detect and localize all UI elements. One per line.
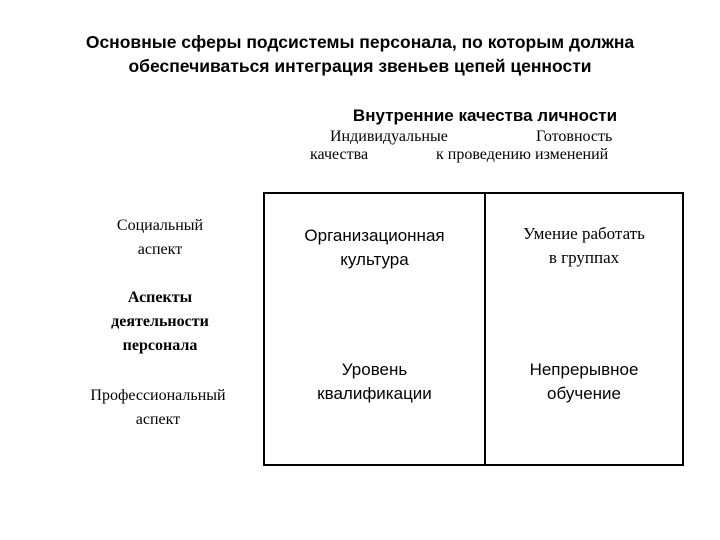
row-professional-label-line-1: Профессиональный bbox=[90, 387, 226, 404]
matrix-grid bbox=[263, 192, 684, 466]
row-group-label-line-3: персонала bbox=[122, 337, 198, 354]
row-group-label bbox=[60, 286, 260, 358]
cell-continuous-learning bbox=[486, 358, 682, 406]
row-social-label-line-1: Социальный bbox=[116, 217, 204, 234]
cell-org-culture-line-2: культура bbox=[340, 250, 409, 269]
column-group-header: Внутренние качества личности bbox=[352, 106, 618, 125]
cell-org-culture-line-1: Организационная bbox=[304, 226, 445, 245]
row-social-label-line-2: аспект bbox=[137, 241, 183, 258]
column-readiness-label-line-2: к проведению изменений bbox=[436, 146, 609, 163]
cell-qualification-line-2: квалификации bbox=[317, 384, 432, 403]
column-individual-label-line-2: качества bbox=[310, 146, 369, 163]
cell-teamwork-line-2: в группах bbox=[548, 248, 620, 267]
row-professional-label bbox=[58, 384, 258, 432]
column-individual-label-line-1: Индивидуальные bbox=[330, 128, 448, 145]
title-line-2: обеспечиваться интеграция звеньев цепей ценности bbox=[128, 56, 592, 76]
title-line-1: Основные сферы подсистемы персонала, по которым должна bbox=[85, 32, 635, 52]
cell-continuous-learning-line-2: обучение bbox=[547, 384, 621, 403]
cell-teamwork bbox=[486, 222, 682, 270]
cell-org-culture bbox=[265, 224, 484, 272]
cell-teamwork-line-1: Умение работать bbox=[523, 224, 645, 243]
row-group-label-line-2: деятельности bbox=[111, 313, 209, 330]
row-social-label bbox=[60, 214, 260, 262]
cell-continuous-learning-line-1: Непрерывное bbox=[529, 360, 639, 379]
cell-qualification-line-1: Уровень bbox=[341, 360, 408, 379]
row-professional-label-line-2: аспект bbox=[135, 411, 181, 428]
diagram-title bbox=[20, 30, 700, 78]
row-group-label-line-1: Аспекты bbox=[127, 289, 193, 306]
cell-qualification bbox=[265, 358, 484, 406]
column-readiness-label-line-1: Готовность bbox=[536, 128, 613, 145]
